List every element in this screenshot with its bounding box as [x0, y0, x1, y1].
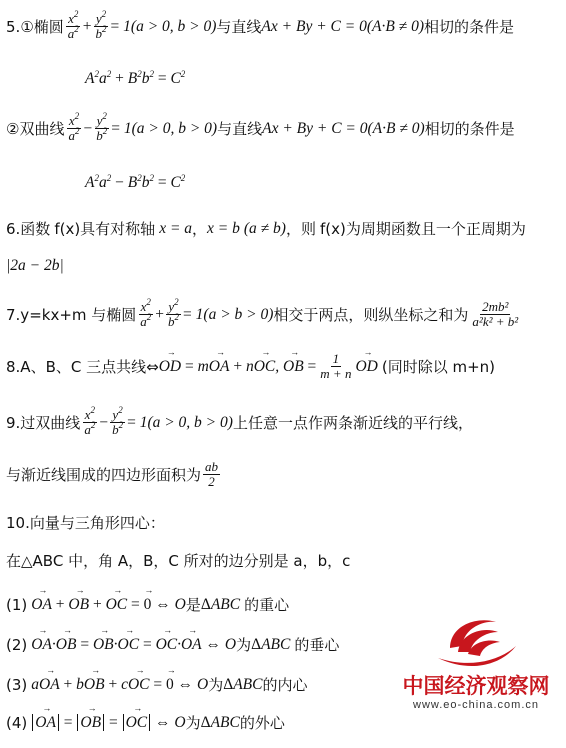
item7-post: 相交于两点，则纵坐标之和为: [273, 306, 469, 324]
item10-title: [6, 512, 165, 533]
item5-circ2: ②: [6, 119, 20, 138]
item10-p2-formula: OA →·OB → = OB →·OC → = OC →·OA → ⇔ O: [31, 636, 236, 654]
item10-p1-text: 是: [185, 596, 201, 614]
item9-pre: 9.过双曲线: [6, 414, 81, 432]
item5-lead: 5.: [6, 17, 21, 36]
item9-line2: [6, 460, 222, 489]
item5-cond2: (a > 0, b > 0): [131, 119, 218, 137]
item10-p3-formula: aOA → + bOB → + cOC → = 0 → ⇔ O: [31, 676, 208, 694]
item5-with-line2: 与直线: [217, 120, 263, 138]
item10-p2-tag: (2): [6, 635, 28, 654]
item8-line: 8.A、B、C 三点共线 ⇔ OD → = mOA → + nOC →, OB → = $\frac{1}{m + n}$ OD → (同时除以 m+n): [6, 352, 495, 381]
item10-p4-tag: (4): [6, 713, 28, 732]
item7-pre: 7.y=kx+m 与椭圆: [6, 306, 137, 324]
item6-x-eq-b: x = b: [207, 219, 240, 237]
item5-hyperbola-result-line: [85, 174, 185, 192]
frac-y2-b2: $\frac{y^2}{b^2}$: [95, 9, 107, 41]
item6-fx1: f(x)具有对称轴: [54, 220, 156, 238]
item9-area-fraction: [203, 460, 220, 489]
item7-sum-fraction: [470, 300, 520, 329]
item7-cond: (a > b > 0): [203, 305, 274, 323]
item10-intro-text: 在△ABC 中，角 A，B，C 所对的边分别是 a，b，c: [6, 552, 351, 570]
watermark-logo: [398, 612, 554, 718]
item9-cond: (a > 0, b > 0): [147, 413, 233, 431]
item6-line2: [6, 257, 64, 275]
item5-hyperbola-result: $A^2a^2 - B^2b^2 = C^2$: [85, 173, 186, 191]
item5-circ1: ①: [20, 17, 34, 36]
item7-den: a²k² + b²: [472, 314, 519, 329]
item5-hyperbola-word: 双曲线: [19, 120, 65, 138]
item9-post: 上任意一点作两条渐近线的平行线，: [232, 414, 473, 432]
item8-equiv: ⇔: [146, 357, 159, 376]
item10-p4-text: 为: [185, 714, 201, 732]
watermark-name: 中国经济观察网: [402, 673, 550, 698]
item9-line1: 9.过双曲线 $\frac{x^2}{a^2}$ − $\frac{y^2}{b^2}$ = 1 (a > 0, b > 0) 上任意一点作两条渐近线的平行线，: [6, 405, 473, 437]
item9-line2-text: 与渐近线围成的四边形面积为: [6, 466, 202, 484]
item7-line: 7.y=kx+m 与椭圆 $\frac{x^2}{a^2}$ + $\frac{y^2}{b^2}$ = 1 (a > b > 0) 相交于两点，则纵坐标之和为 $\frac{\text{2mb²}}{\text{a²k² + b²}}$: [6, 297, 519, 329]
item9-den: 2: [208, 474, 215, 489]
item5-ellipse-result: $A^2a^2 + B^2b^2 = C^2$: [85, 69, 186, 87]
item6-pre: 6.函数: [6, 220, 51, 238]
item6-comma: ，: [192, 220, 208, 238]
item10-p4-formula: OA → = OB → = OC → ⇔ O: [31, 714, 185, 732]
item10-p1-end: 的重心: [244, 596, 290, 614]
item10-p2-end: 的垂心: [294, 636, 340, 654]
frac-x2-a2-7: $\frac{x^2}{a^2}$: [140, 297, 152, 329]
item8-frac: $\frac{1}{m + n}$: [320, 351, 352, 381]
item5-line-eq2: Ax + By + C = 0(A·B ≠ 0): [262, 119, 425, 137]
frac-x2-a2-h: $\frac{x^2}{a^2}$: [68, 111, 80, 143]
item10-p4: (4) OA → = OB → = OC → ⇔ O 为 ΔABC 的外心: [6, 712, 285, 733]
item5-line-eq: Ax + By + C = 0(A·B ≠ 0): [261, 17, 424, 35]
item10-p1-formula: OA → + OB → + OC → = 0 → ⇔ O: [31, 596, 186, 614]
item10-p3: (3) aOA → + bOB → + cOC → = 0 → ⇔ O 为 ΔABC 的内心: [6, 674, 308, 695]
item10-intro: [6, 550, 350, 571]
item6-line1: [6, 218, 526, 239]
item6-fx2: f(x)为周期函数且一个正周期为: [320, 220, 526, 238]
frac-y2-b2-h: $\frac{y^2}{b^2}$: [96, 111, 108, 143]
item5-tangent-cond2: 相切的条件是: [424, 120, 515, 138]
watermark-emblem-icon: [398, 612, 554, 672]
item10-p2: (2) OA →·OB → = OB →·OC → = OC →·OA → ⇔ O 为 ΔABC 的垂心: [6, 634, 339, 655]
item10-p3-text: 为: [208, 676, 224, 694]
item6-period: |2a − 2b|: [6, 257, 64, 274]
frac-x2-a2-9: $\frac{x^2}{a^2}$: [84, 405, 96, 437]
item5-tangent-cond: 相切的条件是: [423, 18, 514, 36]
item8-note: (同时除以 m+n): [381, 358, 496, 376]
item7-num: 2mb²: [482, 299, 509, 314]
watermark-url: www.eo-china.com.cn: [413, 699, 539, 711]
frac-x2-a2: $\frac{x^2}{a^2}$: [67, 9, 79, 41]
item5-cond1: (a > 0, b > 0): [130, 17, 217, 35]
frac-y2-b2-7: $\frac{y^2}{b^2}$: [168, 297, 180, 329]
item5-ellipse-result-line: [85, 70, 185, 88]
frac-y2-b2-9: $\frac{y^2}{b^2}$: [112, 405, 124, 437]
item5-ellipse-word: 椭圆: [33, 18, 64, 36]
item8-formula: OD → = mOA → + nOC →, OB → =: [159, 358, 317, 376]
item5-line2: ② 双曲线 $\frac{x^2}{a^2}$ − $\frac{y^2}{b^2}$ = 1 (a > 0, b > 0) 与直线 Ax + By + C = 0(A·B ≠ 0) 相切的条件是: [6, 111, 515, 143]
item8-pre: 8.A、B、C 三点共线: [6, 358, 147, 376]
item6-a-ne-b: (a ≠ b): [243, 219, 286, 237]
item10-p3-tag: (3): [6, 675, 28, 694]
item10-p1-tag: (1): [6, 595, 28, 614]
item10-p4-end: 的外心: [239, 714, 285, 732]
item10-title-text: 10.向量与三角形四心：: [6, 514, 165, 532]
item10-p1: (1) OA → + OB → + OC → = 0 → ⇔ O 是 ΔABC 的重心: [6, 594, 289, 615]
item6-x-eq-a: x = a: [159, 219, 193, 237]
item9-num: ab: [205, 459, 219, 474]
item5-with-line: 与直线: [216, 18, 262, 36]
item5-line1: 5. ① 椭圆 $\frac{x^2}{a^2}$ + $\frac{y^2}{b^2}$ = 1 (a > 0, b > 0) 与直线 Ax + By + C = 0(A·B ≠ 0) 相切的条件是: [6, 9, 514, 41]
item10-p3-end: 的内心: [262, 676, 308, 694]
item6-then: ，则: [285, 220, 316, 238]
item10-p2-text: 为: [236, 636, 252, 654]
